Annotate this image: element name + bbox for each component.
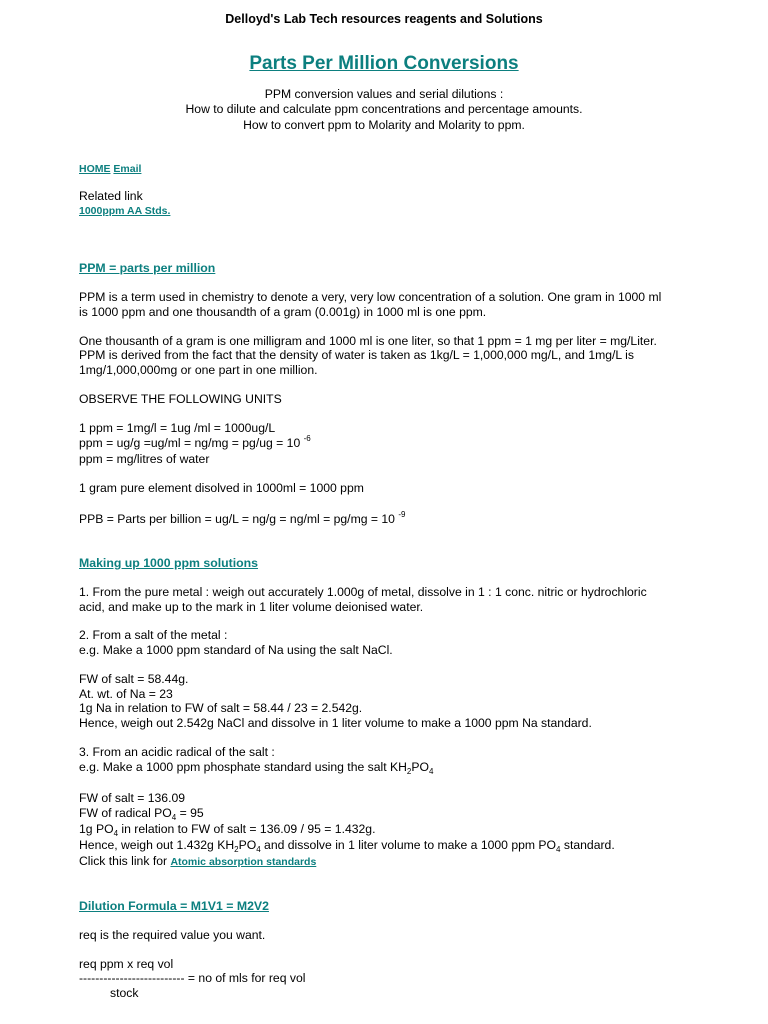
ppb-line: PPB = Parts per billion = ug/L = ng/g = ng/ml = pg/mg = 10 $^{-9}$ <box>79 510 406 526</box>
formula-divider: -------------------------- = no of mls for req vol <box>79 971 306 985</box>
step-1: acid, and make up to the mark in 1 liter volume deionised water. <box>79 600 424 614</box>
fw-salt: FW of salt = 58.44g. <box>79 672 189 686</box>
req-line: req is the required value you want. <box>79 928 266 942</box>
ppm-paragraph: is 1000 ppm and one thousandth of a gram (0.001g) in 1000 ml is one ppm. <box>79 305 487 319</box>
formula-numerator: req ppm x req vol <box>79 957 174 971</box>
at-wt: At. wt. of Na = 23 <box>79 687 173 701</box>
click-line: Click this link for Atomic absorption standards <box>79 854 317 868</box>
unit-line: ppm = ug/g =ug/ml = ng/mg = pg/ug = 10 $^{-6}$ <box>79 434 311 450</box>
po-relation: 1g $PO_4$ in relation to FW of salt = 136.09 / 95 = 1.432g. <box>79 822 376 838</box>
email-link[interactable]: Email <box>113 163 142 175</box>
related-link-label: Related link <box>79 189 143 203</box>
fw-radical: FW of radical $PO_4 = 95$ <box>79 806 204 822</box>
top-nav <box>79 162 141 177</box>
page-title[interactable]: Parts Per Million Conversions <box>249 53 519 74</box>
na-relation: 1g Na in relation to FW of salt = 58.44 / 23 = 2.542g. <box>79 701 363 715</box>
unit-line: ppm = mg/litres of water <box>79 452 210 466</box>
ppm-paragraph: PPM is a term used in chemistry to denote a very, very low concentration of a solution. One gram in 1000 ml <box>79 290 662 304</box>
aa-standards-link[interactable]: 1000ppm AA Stds. <box>79 205 171 217</box>
step-1: 1. From the pure metal : weigh out accurately 1.000g of metal, dissolve in 1 : 1 conc. nitric or hydrochloric <box>79 585 647 599</box>
unit-line: 1 ppm = 1mg/l = 1ug /ml = 1000ug/L <box>79 421 276 435</box>
dilution-heading[interactable]: Dilution Formula = M1V1 = M2V2 <box>79 899 269 913</box>
milligram-paragraph: PPM is derived from the fact that the density of water is taken as 1kg/L = 1,000,000 mg/L, and 1mg/L is <box>79 348 634 362</box>
step-3: 3. From an acidic radical of the salt : <box>79 745 275 759</box>
step-2: 2. From a salt of the metal : <box>79 628 228 642</box>
ppm-heading[interactable]: PPM = parts per million <box>79 261 216 275</box>
atomic-absorption-link[interactable]: Atomic absorption standards <box>170 856 317 868</box>
formula-denominator: stock <box>110 986 139 1000</box>
subtitle-line-3: How to convert ppm to Molarity and Molarity to ppm. <box>243 118 525 132</box>
subtitle-line-2: How to dilute and calculate ppm concentrations and percentage amounts. <box>185 102 583 116</box>
step-2: e.g. Make a 1000 ppm standard of Na using the salt NaCl. <box>79 643 393 657</box>
fw-salt-2: FW of salt = 136.09 <box>79 791 186 805</box>
milligram-paragraph: 1mg/1,000,000mg or one part in one million. <box>79 363 318 377</box>
home-link[interactable]: HOME <box>79 163 111 175</box>
po-hence: Hence, weigh out 1.432g $KH_2PO_4$ and dissolve in 1 liter volume to make a 1000 ppm $PO_4$ standard. <box>79 838 615 854</box>
gram-line: 1 gram pure element disolved in 1000ml = 1000 ppm <box>79 481 364 495</box>
subtitle-line-1: PPM conversion values and serial dilutions : <box>264 87 504 101</box>
making-heading[interactable]: Making up 1000 ppm solutions <box>79 556 259 570</box>
na-hence: Hence, weigh out 2.542g NaCl and dissolve in 1 liter volume to make a 1000 ppm Na standard. <box>79 716 592 730</box>
milligram-paragraph: One thousanth of a gram is one milligram and 1000 ml is one liter, so that 1 ppm = 1 mg per liter = mg/Liter. <box>79 334 657 348</box>
observe-units: OBSERVE THE FOLLOWING UNITS <box>79 392 282 406</box>
step-3: e.g. Make a 1000 ppm phosphate standard using the salt $KH_2PO_4$ <box>79 760 434 776</box>
site-title: Delloyd's Lab Tech resources reagents and Solutions <box>225 12 543 26</box>
